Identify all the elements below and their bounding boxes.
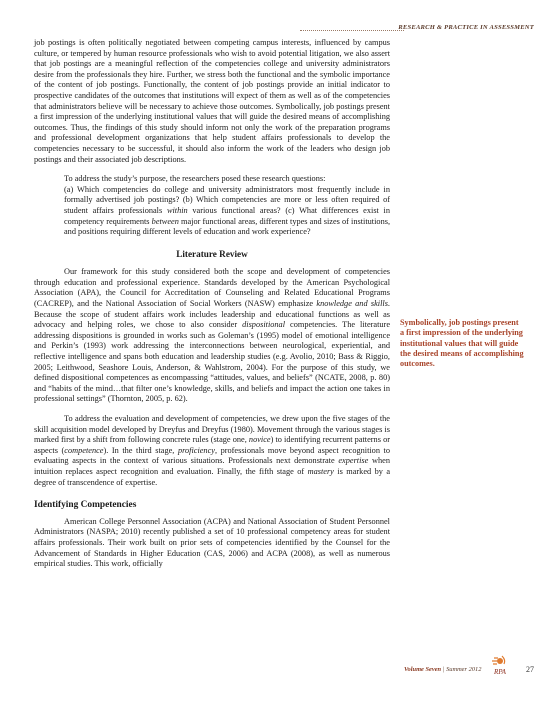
running-header: [300, 23, 536, 37]
journal-section-title: RESEARCH & PRACTICE IN ASSESSMENT: [398, 24, 534, 31]
paragraph-framework: Our framework for this study considered both the scope and development of competencies through education and professional experience. Standards developed by the American Psychological Association (APA), the Council for Accreditation of Counseling and Related Educational Programs (CACREP), and the National Association of Social Workers (NASW) emphasize knowledge and skills. Because the scope of student affairs work includes leadership and educational functions as well as advocacy and helping roles, we chose to also consider dispositional competencies. The literature addressing dispositions is grounded in works such as Goleman’s (1995) model of emotional intelligence and Perkin’s (1993) work addressing the interconnections between neurological, experiential, and reflective intelligence and spans both education and leadership studies (e.g. Avolio, 2010; Bass & Riggio, 2005; Leithwood, Seashore Louis, Anderson, & Wahlstrom, 2004). For the purpose of this study, we defined dispositional competences as encompassing “attitudes, values, and beliefs” (NCATE, 2008, p. 80) and “habits of the mind…that filter one’s knowledge, skills, and beliefs and impact the action one takes in professional settings” (Thornton, 2005, p. 62).: [34, 267, 390, 404]
heading-identifying-competencies: Identifying Competencies: [34, 500, 137, 511]
research-questions: [64, 185, 390, 238]
question-c: (c) What differences exist in competency requirements between major functional areas, different types and sizes of institutions, and positions requiring different levels of education and work experience?: [64, 205, 391, 237]
heading-literature-review: Literature Review: [176, 248, 248, 259]
paragraph-research-questions-intro: To address the study’s purpose, the researchers posed these research questions:: [64, 174, 326, 184]
paragraph-acpa-naspa: American College Personnel Association (ACPA) and National Association of Student Personnel Administrators (NASPA; 2010) recently published a set of 10 professional competency areas for student affairs professionals. Their work built on prior sets of competencies identified by the Counsel for the Advancement of Standards in Higher Education (CAS, 2006) and ACPA (2008), as well as numerous empirical studies. This work, officially: [34, 516, 390, 569]
paragraph-skill-acquisition: To address the evaluation and development of competencies, we drew upon the five stages of the skill acquisition model developed by Dreyfus and Dreyfus (1980). Movement through the various stages is marked first by a shift from following concrete rules (stage one, novice) to identifying recurrent patterns or aspects (competence). In the third stage, proficiency, professionals move beyond aspect recognition to evaluating aspects in the context of various situations. Professionals next demonstrate expertise when intuition replaces aspect recognition and evaluation. Finally, the fifth stage of mastery is marked by a degree of transcendence of expertise.: [34, 414, 390, 487]
question-b: (b) Which competencies are more or less often required of student affairs professionals within various functional areas?: [64, 195, 391, 215]
page-footer: [404, 654, 534, 680]
volume-issue: Volume Seven | Summer 2012: [404, 666, 482, 673]
paragraph-intro: job postings is often politically negotiated between competing campus interests, influenced by campus culture, or tempered by human resource professionals who wish to avoid potential litigation, we also assert that job postings are a meaningful reflection of the competencies college and university administrators desire from the professionals they hire. Further, we stress both the functional and the symbolic importance of the content of job postings. Functionally, the content of job postings provide an initial indicator to prospective candidates of the outcomes that institutions will expect of them as well as of the competencies that administrators believe will be necessary to achieve those outcomes. Symbolically, job postings present a first impression of the underlying institutional values that will guide the desired means of accomplishing outcomes. Thus, the findings of this study should inform not only the work of the preparation programs and professional development organizations that help student affairs professionals to develop the competencies necessary to be successful, it should also inform the work of the leaders who design job postings and their associated job descriptions.: [34, 38, 390, 164]
svg-text:RPA: RPA: [494, 668, 506, 676]
main-text-column: [34, 38, 390, 570]
pull-quote: Symbolically, job postings present a first impression of the underlying institutional values that will guide the desired means of accomplishing outcomes.: [400, 318, 524, 369]
question-a: (a) Which competencies do college and university administrators most frequently include in formally advertised job postings?: [64, 184, 390, 205]
rpa-logo-icon: [488, 654, 512, 678]
header-dotted-rule: [300, 30, 404, 31]
page-number: 27: [526, 665, 534, 674]
